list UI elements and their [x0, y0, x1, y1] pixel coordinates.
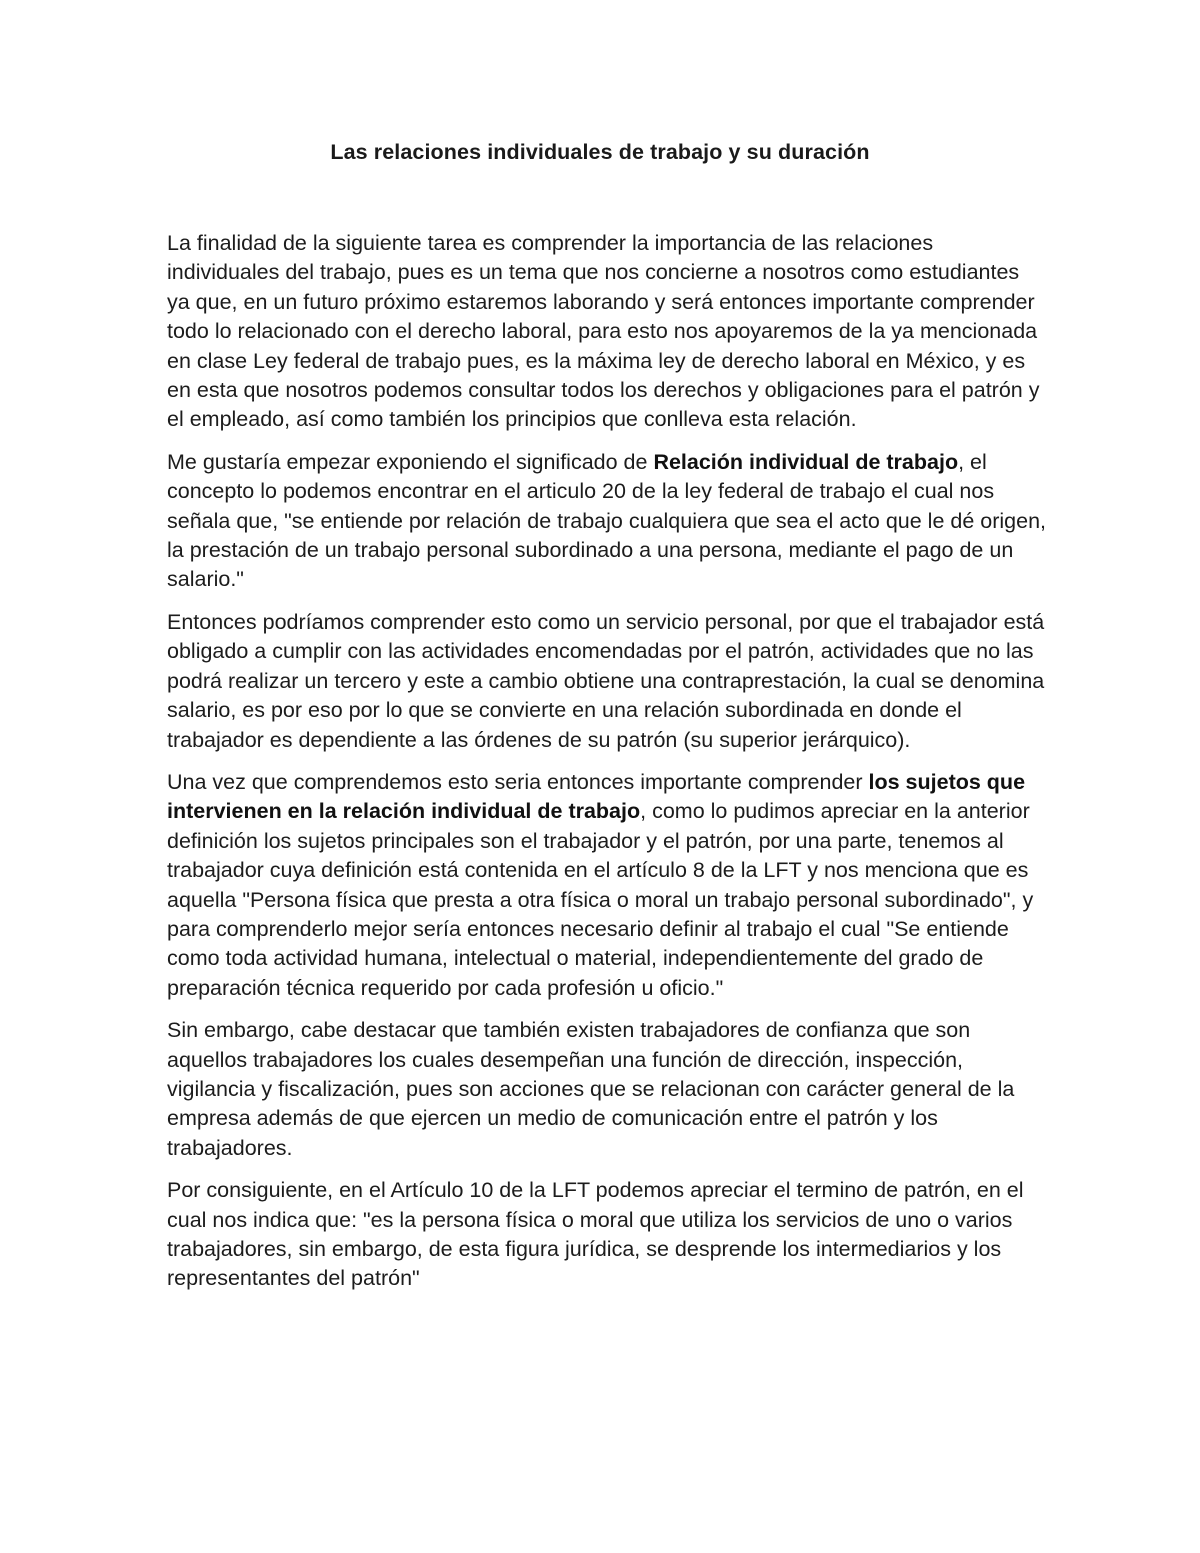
- paragraph-2-bold-term: Relación individual de trabajo: [653, 449, 959, 474]
- document-body: [167, 229, 1047, 1307]
- paragraph-2-text-b: , el concepto lo podemos encontrar en el articulo 20 de la ley federal de trabajo el cual nos señala que, "se entiende por relación de trabajo cualquiera que sea el acto que le dé origen, la prestación de un trabajo personal subordinado a una persona, mediante el pago de un salario.": [167, 449, 1047, 592]
- paragraph-2-text-a: Me gustaría empezar exponiendo el significado de: [167, 449, 654, 474]
- paragraph-4: [167, 768, 1047, 1003]
- paragraph-4-bold-term: los sujetos que intervienen en la relación individual de trabajo: [167, 769, 1026, 824]
- paragraph-6: Por consiguiente, en el Artículo 10 de la LFT podemos apreciar el termino de patrón, en el cual nos indica que: "es la persona física o moral que utiliza los servicios de uno o varios trabajadores, sin embargo, de esta figura jurídica, se desprende los intermediarios y los representantes del patrón": [167, 1178, 1024, 1291]
- paragraph-3: Entonces podríamos comprender esto como un servicio personal, por que el trabajador está obligado a cumplir con las actividades encomendadas por el patrón, actividades que no las podrá realizar un tercero y este a cambio obtiene una contraprestación, la cual se denomina salario, es por eso por lo que se convierte en una relación subordinada en donde el trabajador es dependiente a las órdenes de su patrón (su superior jerárquico).: [167, 609, 1045, 752]
- paragraph-1: La finalidad de la siguiente tarea es comprender la importancia de las relaciones individuales del trabajo, pues es un tema que nos concierne a nosotros como estudiantes ya que, en un futuro próximo estaremos laborando y será entonces importante comprender todo lo relacionado con el derecho laboral, para esto nos apoyaremos de la ya mencionada en clase Ley federal de trabajo pues, es la máxima ley de derecho laboral en México, y es en esta que nosotros podemos consultar todos los derechos y obligaciones para el patrón y el empleado, así como también los principios que conlleva esta relación.: [167, 231, 1040, 432]
- paragraph-4-text-b: , como lo pudimos apreciar en la anterior definición los sujetos principales son el trabajador y el patrón, por una parte, tenemos al trabajador cuya definición está contenida en el artículo 8 de la LFT y nos menciona que es aquella "Persona física que presta a otra física o moral un trabajo personal subordinado", y para comprenderlo mejor sería entonces necesario definir al trabajo el cual "Se entiende como toda actividad humana, intelectual o material, independientemente del grado de preparación técnica requerido por cada profesión u oficio.": [167, 799, 1034, 1000]
- paragraph-5: Sin embargo, cabe destacar que también existen trabajadores de confianza que son aquellos trabajadores los cuales desempeñan una función de dirección, inspección, vigilancia y fiscalización, pues son acciones que se relacionan con carácter general de la empresa además de que ejercen un medio de comunicación entre el patrón y los trabajadores.: [167, 1018, 1015, 1160]
- paragraph-2: [167, 448, 1047, 595]
- document-title: Las relaciones individuales de trabajo y su duración: [330, 140, 870, 164]
- paragraph-4-text-a: Una vez que comprendemos esto seria entonces importante comprender: [167, 769, 869, 794]
